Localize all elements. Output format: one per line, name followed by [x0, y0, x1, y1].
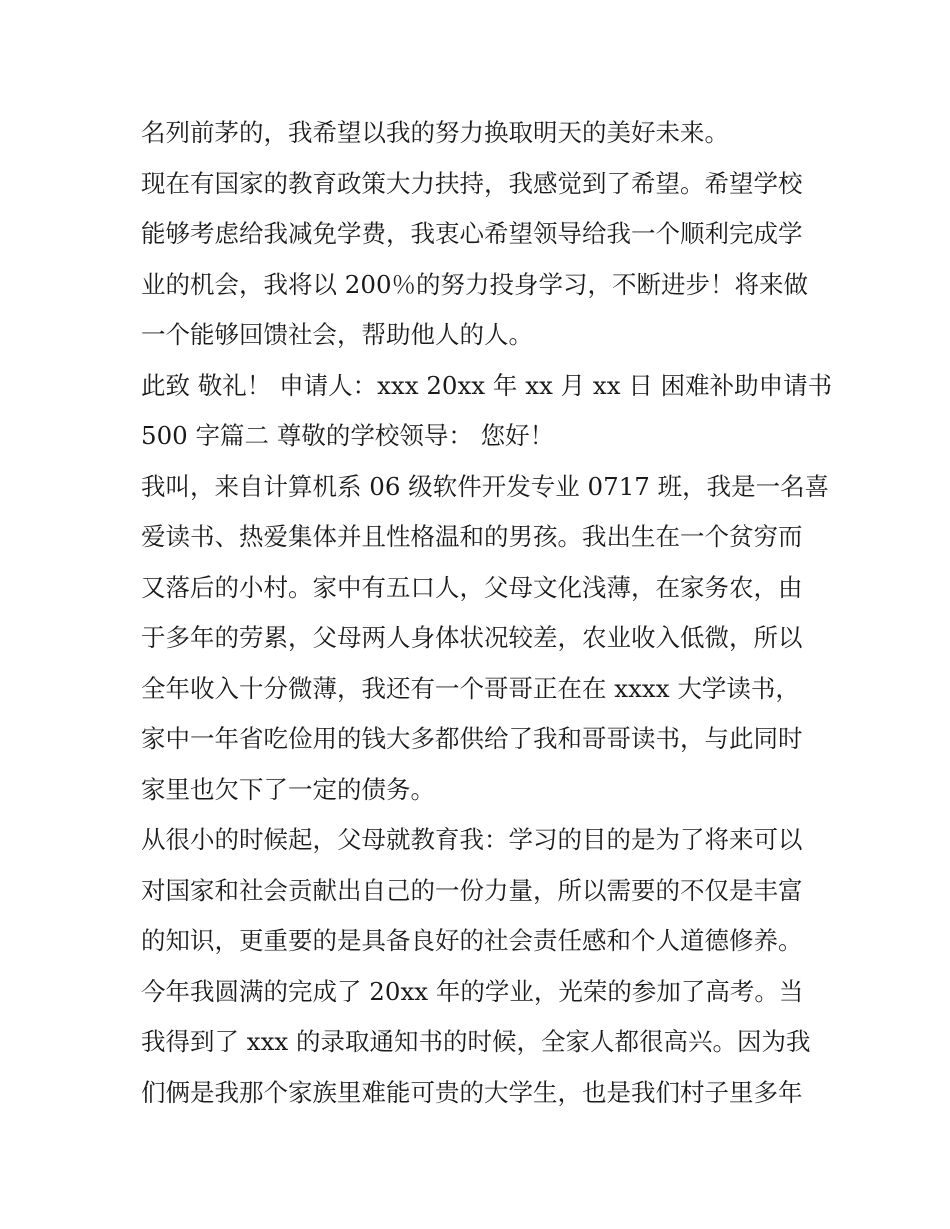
text-line: 我叫，来自计算机系 06 级软件开发专业 0717 班，我是一名喜: [141, 471, 830, 501]
text-line: 名列前茅的，我希望以我的努力换取明天的美好未来。: [141, 118, 729, 147]
text-line: 一个能够回馈社会，帮助他人的人。: [141, 320, 533, 349]
text-line: 的知识，更重要的是具备良好的社会责任感和个人道德修养。: [141, 926, 803, 955]
text-line: 家里也欠下了一定的债务。: [141, 774, 435, 804]
text-line: 能够考虑给我减免学费，我衷心希望领导给我一个顺利完成学: [141, 219, 803, 248]
text-line: 又落后的小村。家中有五口人，父母文化浅薄，在家务农，由: [141, 572, 803, 602]
text-line: 业的机会，我将以 200％的努力投身学习，不断进步！将来做: [141, 269, 809, 299]
text-line: 今年我圆满的完成了 20xx 年的学业，光荣的参加了高考。当: [141, 976, 804, 1006]
text-line: 此致 敬礼！ 申请人：xxx 20xx 年 xx 月 xx 日 困难补助申请书: [141, 370, 833, 400]
text-line: 我得到了 xxx 的录取通知书的时候，全家人都很高兴。因为我: [141, 1027, 811, 1056]
text-line: 现在有国家的教育政策大力扶持，我感觉到了希望。希望学校: [141, 168, 803, 198]
text-line: 全年收入十分微薄，我还有一个哥哥正在在 xxxx 大学读书，: [141, 673, 800, 703]
text-line: 对国家和社会贡献出自己的一份力量，所以需要的不仅是丰富: [141, 875, 803, 905]
text-line: 家中一年省吃俭用的钱大多都供给了我和哥哥读书，与此同时: [141, 724, 803, 753]
text-line: 500 字篇二 尊敬的学校领导： 您好！: [141, 421, 555, 450]
text-line: 从很小的时候起，父母就教育我：学习的目的是为了将来可以: [141, 825, 803, 854]
text-line: 于多年的劳累，父母两人身体状况较差，农业收入低微，所以: [141, 623, 803, 652]
body-text: [141, 108, 833, 1118]
text-line: 爱读书、热爱集体并且性格温和的男孩。我出生在一个贫穷而: [141, 522, 803, 551]
text-line: 们俩是我那个家族里难能可贵的大学生，也是我们村子里多年: [141, 1077, 803, 1107]
